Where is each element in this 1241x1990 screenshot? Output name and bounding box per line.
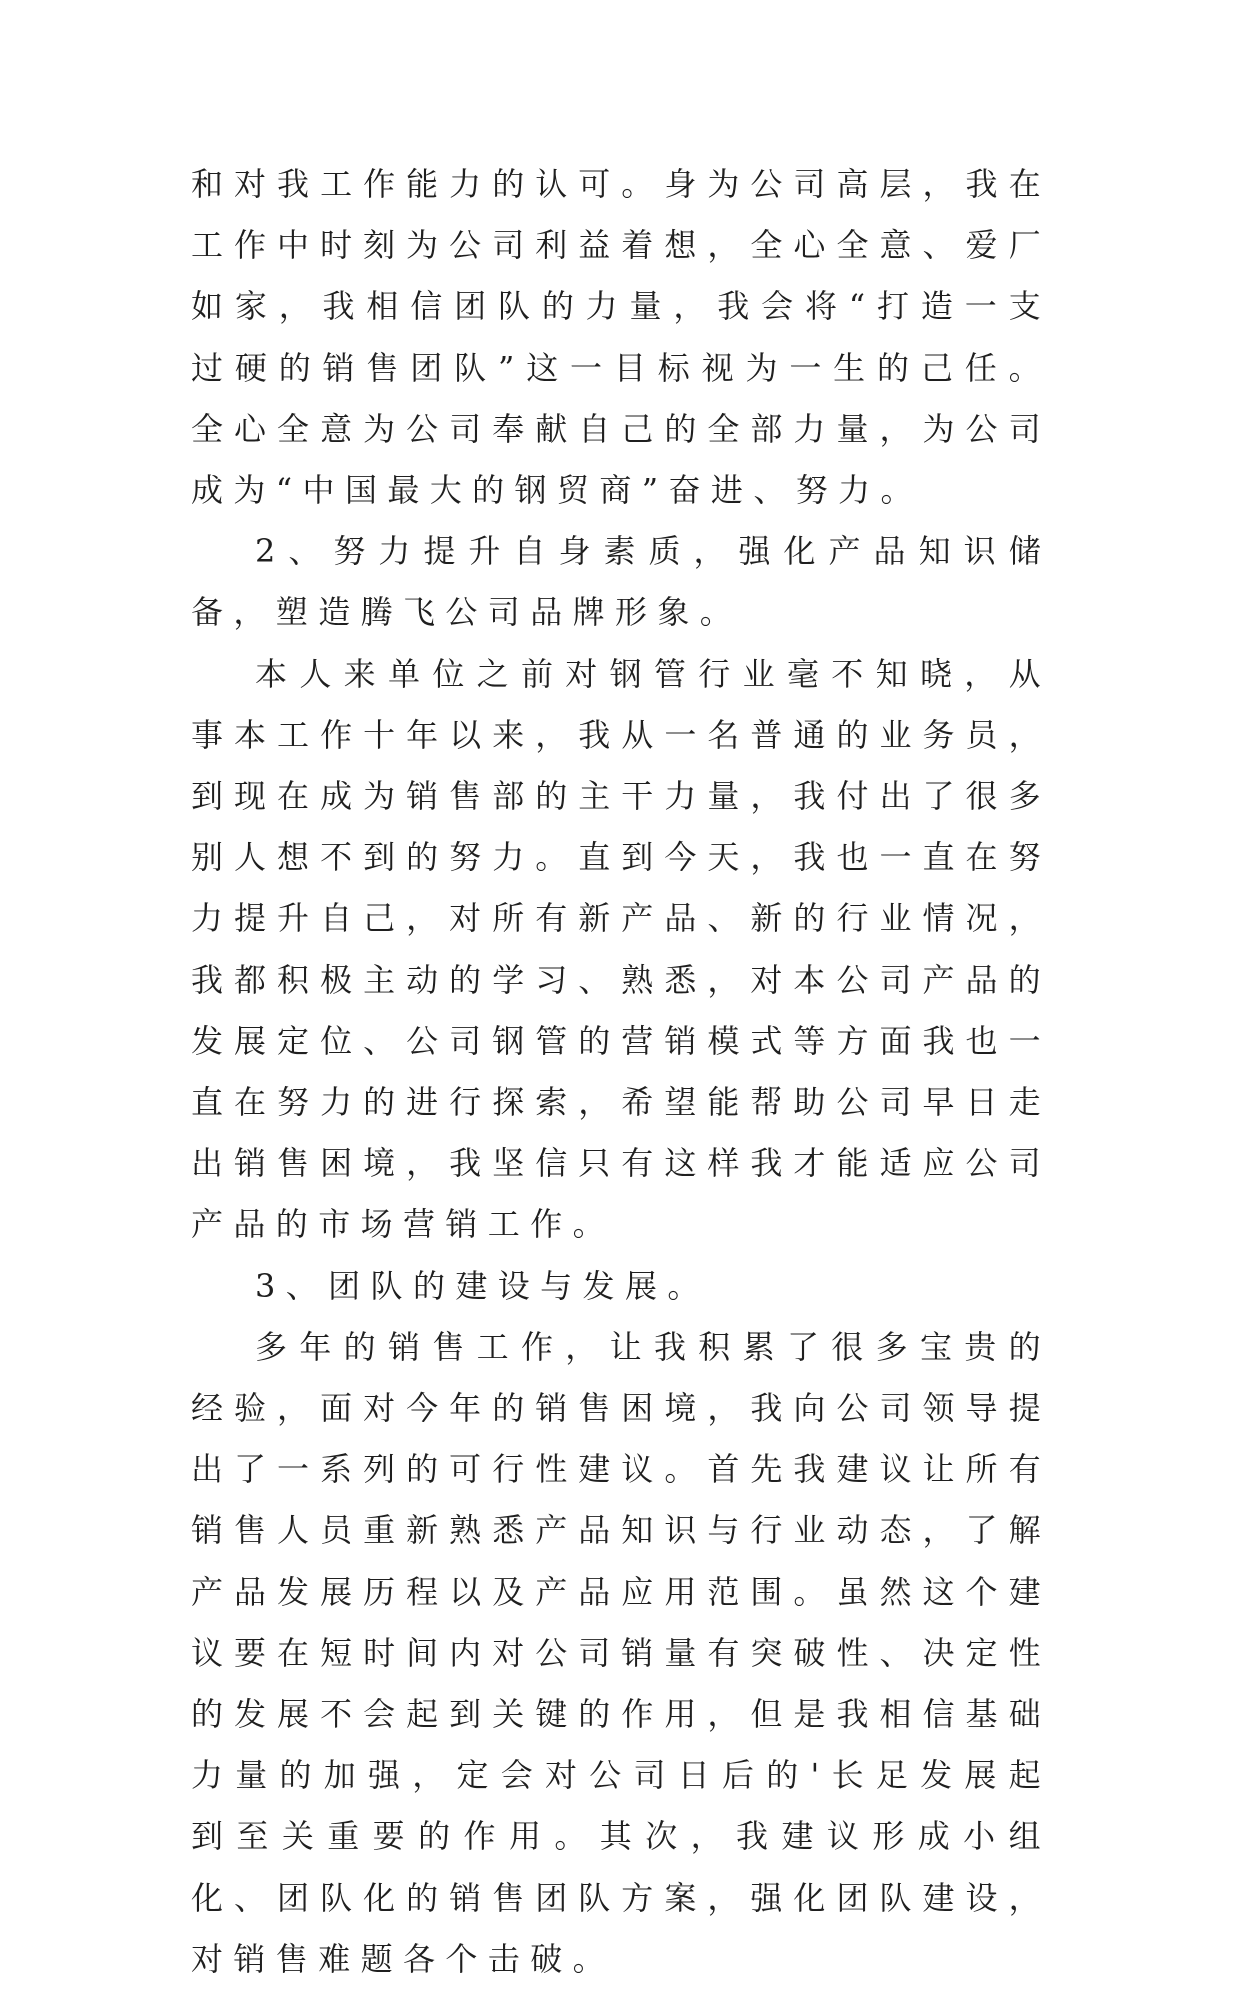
- document-body: [191, 154, 1051, 1990]
- paragraph-body-3: 多年的销售工作，让我积累了很多宝贵的经验，面对今年的销售困境，我向公司领导提出了一系列的可行性建议。首先我建议让所有销售人员重新熟悉产品知识与行业动态，了解产品发展历程以及产品应用范围。虽然这个建议要在短时间内对公司销量有突破性、决定性的发展不会起到关键的作用，但是我相信基础力量的加强，定会对公司日后的'长足发展起到至关重要的作用。其次，我建议形成小组化、团队化的销售团队方案，强化团队建设，对销售难题各个击破。: [191, 1327, 1051, 1978]
- paragraph-continuation: 和对我工作能力的认可。身为公司高层，我在工作中时刻为公司利益着想，全心全意、爱厂如家，我相信团队的力量，我会将“打造一支过硬的销售团队”这一目标视为一生的己任。全心全意为公司奉献自己的全部力量，为公司成为“中国最大的钢贸商”奋进、努力。: [191, 165, 1051, 510]
- paragraph-body-2: 本人来单位之前对钢管行业毫不知晓，从事本工作十年以来，我从一名普通的业务员，到现在成为销售部的主干力量，我付出了很多别人想不到的努力。直到今天，我也一直在努力提升自己，对所有新产品、新的行业情况，我都积极主动的学习、熟悉，对本公司产品的发展定位、公司钢管的营销模式等方面我也一直在努力的进行探索，希望能帮助公司早日走出销售困境，我坚信只有这样我才能适应公司产品的市场营销工作。: [191, 654, 1051, 1244]
- paragraph-heading-2: 2、努力提升自身素质，强化产品知识储备，塑造腾飞公司品牌形象。: [191, 532, 1051, 632]
- paragraph-heading-3: 3、团队的建设与发展。: [255, 1266, 710, 1305]
